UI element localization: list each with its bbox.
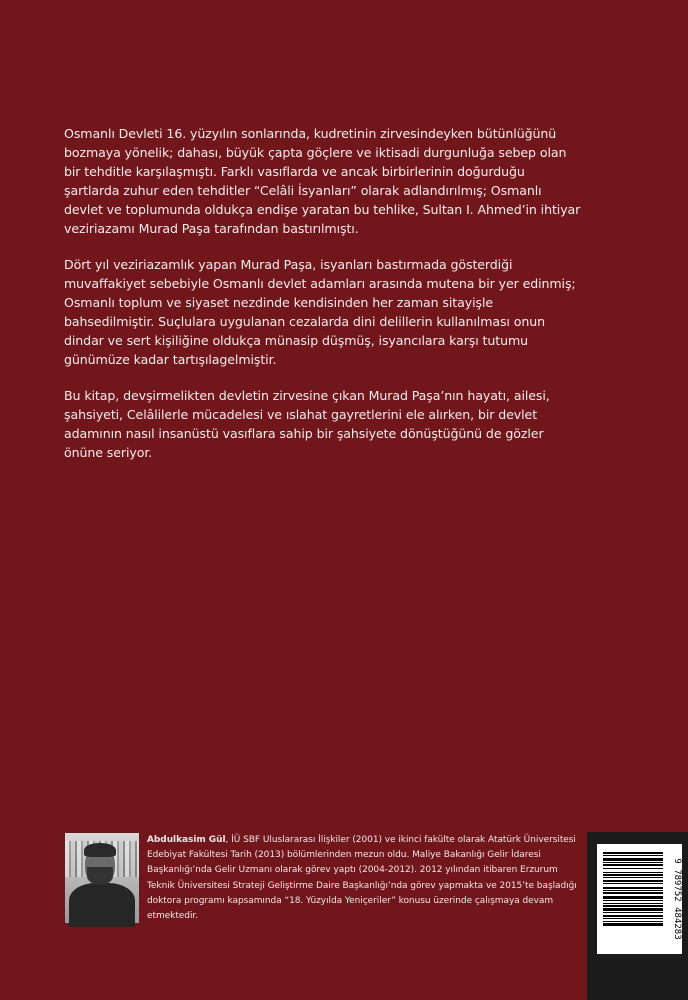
barcode-digits: 9 789752 484283	[672, 858, 682, 940]
barcode-bar	[603, 892, 663, 894]
barcode-bar	[603, 874, 663, 876]
blurb-paragraph-2: Dört yıl veziriazamlık yapan Murad Paşa, isyanları bastırmada gösterdiği muvaffakiyet sebebiyle Osmanlı devlet adamları arasında mutena bir yer edinmiş; Osmanlı toplum ve siyaset nezdinde kendisinden her zaman sitayişle bahsedilmiştir. Suçlulara uygulanan cezalarda dini delillerin kullanılması onun dindar ve sert kişiliğine oldukça münasip düşmüş, isyancılara karşı tutumu günümüze kadar tartışılagelmiştir.	[64, 257, 576, 367]
barcode-bar	[603, 868, 663, 869]
barcode-bar	[603, 912, 663, 913]
blurb-paragraph-3: Bu kitap, devşirmelikten devletin zirvesine çıkan Murad Paşa’nın hayatı, ailesi, şahsiyeti, Celâlilerle mücadelesi ve ıslahat gayretlerini ele alırken, bir devlet adamının nasıl insanüstü vasıflara sahip bir şahsiyete dönüştüğünü de gözler önüne seriyor.	[64, 388, 550, 460]
barcode-bar	[603, 864, 663, 866]
barcode-bar	[603, 862, 663, 863]
barcode-bar	[603, 915, 663, 917]
barcode-bar	[603, 852, 663, 854]
barcode-bar	[603, 872, 663, 873]
back-cover-blurb	[64, 124, 584, 479]
author-photo	[65, 833, 139, 923]
barcode-bar	[603, 880, 663, 882]
barcode-bar	[603, 890, 663, 891]
barcode-bar	[603, 903, 663, 904]
author-bio-text: , İÜ SBF Uluslararası İlişkiler (2001) ve ikinci fakülte olarak Atatürk Üniversitesi Edebiyat Fakültesi Tarih (2013) bölümlerinden mezun oldu. Maliye Bakanlığı Gelir İdaresi Başkanlığı’nda Gelir Uzmanı olarak görev yaptı (2004-2012). 2012 yılından itibaren Erzurum Teknik Üniversitesi Strateji Geliştirme Daire Başkanlığı’nda görev yapmakta ve 2015’te başladığı doktora programı kapsamında “18. Yüzyılda Yeniçeriler” konusu üzerinde çalışmaya devam etmektedir.	[147, 835, 577, 922]
barcode-bar	[603, 921, 663, 922]
author-section	[65, 833, 580, 924]
author-name: Abdulkasim Gül	[147, 835, 226, 845]
barcode-bar	[603, 883, 663, 884]
barcode-bar	[603, 905, 663, 907]
barcode-bar	[603, 858, 663, 861]
barcode-panel	[587, 832, 688, 1000]
author-bio	[147, 833, 580, 924]
barcode-bar	[603, 896, 663, 899]
barcode-bar	[603, 855, 663, 856]
isbn-barcode	[597, 844, 682, 954]
blurb-paragraph-1: Osmanlı Devleti 16. yüzyılın sonlarında, kudretinin zirvesindeyken bütünlüğünü bozmaya yönelik; dahası, büyük çapta göçlere ve iktisadi durgunluğa sebep olan bir tehditle karşılaşmıştı. Farklı vasıflarda ve ancak birbirlerinin doğurduğu şartlarda zuhur eden tehditler “Celâli İsyanları” olarak adlandırılmış; Osmanlı devlet ve toplumunda oldukça endişe yaratan bu tehlike, Sultan I. Ahmed’in ihtiyar veziriazamı Murad Paşa tarafından bastırılmıştı.	[64, 126, 581, 236]
barcode-bar	[603, 908, 663, 911]
barcode-bar	[603, 900, 663, 901]
barcode-graphic	[601, 850, 682, 948]
barcode-bar	[603, 923, 663, 926]
barcode-bar	[603, 887, 663, 889]
barcode-bar	[603, 918, 663, 919]
barcode-bar	[603, 877, 663, 878]
